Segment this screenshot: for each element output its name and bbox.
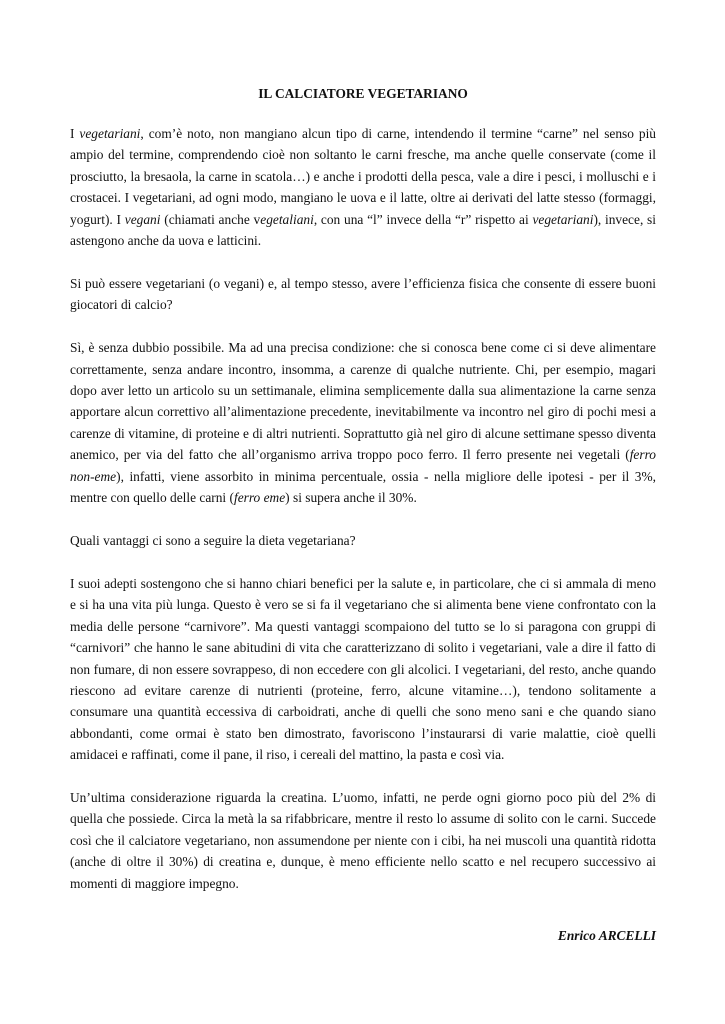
author-signature: Enrico ARCELLI	[557, 928, 656, 944]
text-run: I	[70, 126, 80, 141]
italic-term: egetaliani	[260, 211, 314, 227]
text-run: ), infatti, viene assorbito in minima percentuale, ossia - nella migliore delle ipotesi - per il 3%, mentre con quello delle carni (	[70, 468, 656, 506]
italic-term: ferro non-eme	[70, 447, 656, 484]
paragraph	[70, 123, 656, 251]
paragraph	[70, 530, 656, 551]
italic-term: vegani	[124, 211, 161, 227]
document-body	[70, 123, 656, 894]
italic-term: ferro eme	[233, 490, 286, 506]
paragraph	[70, 787, 656, 894]
text-run: , con una “l” invece della “r” rispetto ai	[313, 211, 533, 227]
text-run: Sì, è senza dubbio possibile. Ma ad una precisa condizione: che si conosca bene come ci si deve alimentare correttamente, senza andare incontro, insomma, a carenze di qualche nutriente. Chi, per esempio, magari dopo aver letto un articolo su un settimanale, elimina semplicemente dalla sua alimentazione la carne senza apportare alcun correttivo all’alimentazione precedente, inevitabilmente va incontro nel giro di pochi mesi a carenze di vitamine, di proteine e di altri nutrienti. Soprattutto già nel giro di alcune settimane spesso diventa anemico, per via del fatto che all’organismo arriva troppo poco ferro. Il ferro presente nei vegetali (	[70, 340, 656, 463]
text-run: ) si supera anche il 30%.	[285, 490, 417, 506]
text-run: ), invece, si astengono anche da uova e latticini.	[70, 211, 656, 249]
text-run: Quali vantaggi ci sono a seguire la dieta vegetariana?	[70, 533, 356, 548]
text-run: (chiamati anche v	[160, 211, 261, 227]
document-page	[70, 83, 656, 947]
italic-term: vegetariani	[532, 211, 594, 227]
text-run: I suoi adepti sostengono che si hanno chiari benefici per la salute e, in particolare, che ci si ammala di meno e si ha una vita più lunga. Questo è vero se si fa il vegetariano che si alimenta bene viene confrontato con la media delle persone “carnivore”. Ma questi vantaggi scompaiono del tutto se lo si paragona con gruppi di “carnivori” che hanno le sane abitudini di vita che caratterizzano di solito i vegetariani, vale a dire il fatto di non fumare, di non essere sovrappeso, di non eccedere con gli alcolici. I vegetariani, del resto, anche quando riescono ad evitare carenze di nutrienti (proteine, ferro, alcune vitamine…), tendono solitamente a consumare una quantità eccessiva di carboidrati, anche di quelli che sono meno sani e che quando siano abbondanti, come ormai è stato ben dimostrato, favoriscono l’instaurarsi di varie malattie, cioè quelli amidacei e raffinati, come il pane, il riso, i cereali del mattino, la pasta e così via.	[70, 575, 656, 763]
document-title: IL CALCIATORE VEGETARIANO	[258, 86, 468, 101]
text-run: Un’ultima considerazione riguarda la creatina. L’uomo, infatti, ne perde ogni giorno poco più del 2% di quella che possiede. Circa la metà la sa rifabbricare, mentre il resto lo assume di solito con le carni. Succede così che il calciatore vegetariano, non assumendone per niente con i cibi, ha nei muscoli una quantità ridotta (anche di oltre il 30%) di creatina e, dunque, è meno efficiente nello scatto e nel recupero successivo ai momenti di maggiore impegno.	[70, 790, 656, 891]
text-run: , com’è noto, non mangiano alcun tipo di carne, intendendo il termine “carne” nel senso più ampio del termine, comprendendo cioè non soltanto le carni fresche, ma anche quelle conservate (come il prosciutto, la bresaola, la carne in scatola…) e anche i prodotti della pesca, vale a dire i pesci, i molluschi e i crostacei. I vegetariani, ad ogni modo, mangiano le uova e il latte, oltre ai derivati del latte stesso (formaggi, yogurt). I	[70, 126, 657, 227]
paragraph	[70, 337, 656, 508]
italic-term: vegetariani	[79, 126, 141, 141]
paragraph	[70, 573, 656, 766]
paragraph	[70, 273, 656, 316]
text-run: Si può essere vegetariani (o vegani) e, al tempo stesso, avere l’efficienza fisica che consente di essere buoni giocatori di calcio?	[70, 275, 656, 313]
